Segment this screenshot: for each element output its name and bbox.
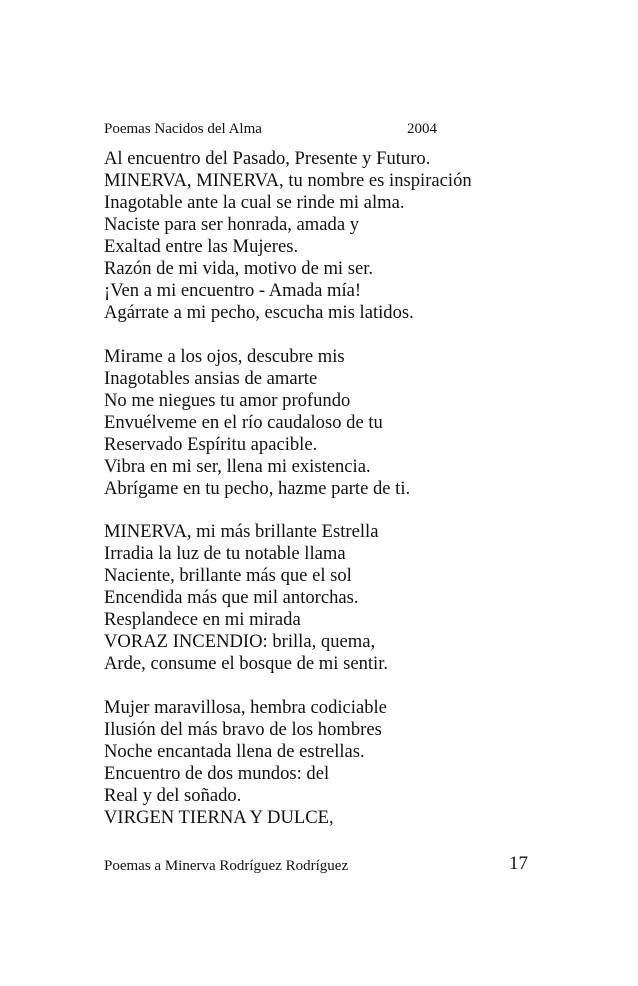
stanza-2 xyxy=(104,346,524,500)
verse-line: Resplandece en mi mirada xyxy=(104,609,301,630)
stanza-4 xyxy=(104,697,524,829)
verse-line: VORAZ INCENDIO: brilla, quema, xyxy=(104,631,376,652)
poem-body xyxy=(104,148,524,829)
page-number: 17 xyxy=(509,853,528,874)
verse-line: Naciente, brillante más que el sol xyxy=(104,565,352,586)
verse-line: Irradia la luz de tu notable llama xyxy=(104,543,346,564)
verse-line: Inagotable ante la cual se rinde mi alma. xyxy=(104,192,405,213)
stanza-3 xyxy=(104,521,524,675)
verse-line: MINERVA, mi más brillante Estrella xyxy=(104,521,379,542)
verse-line: Arde, consume el bosque de mi sentir. xyxy=(104,653,389,674)
verse-line: MINERVA, MINERVA, tu nombre es inspiración xyxy=(104,170,472,191)
book-title: Poemas Nacidos del Alma xyxy=(104,121,262,137)
verse-line: Razón de mi vida, motivo de mi ser. xyxy=(104,258,374,279)
verse-line: Al encuentro del Pasado, Presente y Futuro. xyxy=(104,148,431,169)
verse-line: Agárrate a mi pecho, escucha mis latidos. xyxy=(104,302,414,323)
publication-year: 2004 xyxy=(407,121,437,137)
verse-line: Mujer maravillosa, hembra codiciable xyxy=(104,696,387,718)
verse-line: Envuélveme en el río caudaloso de tu xyxy=(104,411,383,433)
verse-line: Exaltad entre las Mujeres. xyxy=(104,236,299,257)
verse-line: Reservado Espíritu apacible. xyxy=(104,433,318,455)
verse-line: ¡Ven a mi encuentro - Amada mía! xyxy=(104,280,362,301)
verse-line: Mirame a los ojos, descubre mis xyxy=(104,345,345,367)
verse-line: Noche encantada llena de estrellas. xyxy=(104,740,365,762)
verse-line: Abrígame en tu pecho, hazme parte de ti. xyxy=(104,477,411,499)
verse-line: Inagotables ansias de amarte xyxy=(104,367,318,389)
verse-line: No me niegues tu amor profundo xyxy=(104,389,351,411)
verse-line: Encendida más que mil antorchas. xyxy=(104,587,359,608)
stanza-1 xyxy=(104,148,524,324)
verse-line: Real y del soñado. xyxy=(104,784,242,806)
verse-line: Ilusión del más bravo de los hombres xyxy=(104,718,382,740)
running-footer xyxy=(104,853,528,875)
verse-line: VIRGEN TIERNA Y DULCE, xyxy=(104,806,334,828)
verse-line: Encuentro de dos mundos: del xyxy=(104,762,330,784)
dedication-line: Poemas a Minerva Rodríguez Rodríguez xyxy=(104,858,349,874)
running-header xyxy=(104,119,480,139)
verse-line: Naciste para ser honrada, amada y xyxy=(104,214,360,235)
verse-line: Vibra en mi ser, llena mi existencia. xyxy=(104,455,371,477)
